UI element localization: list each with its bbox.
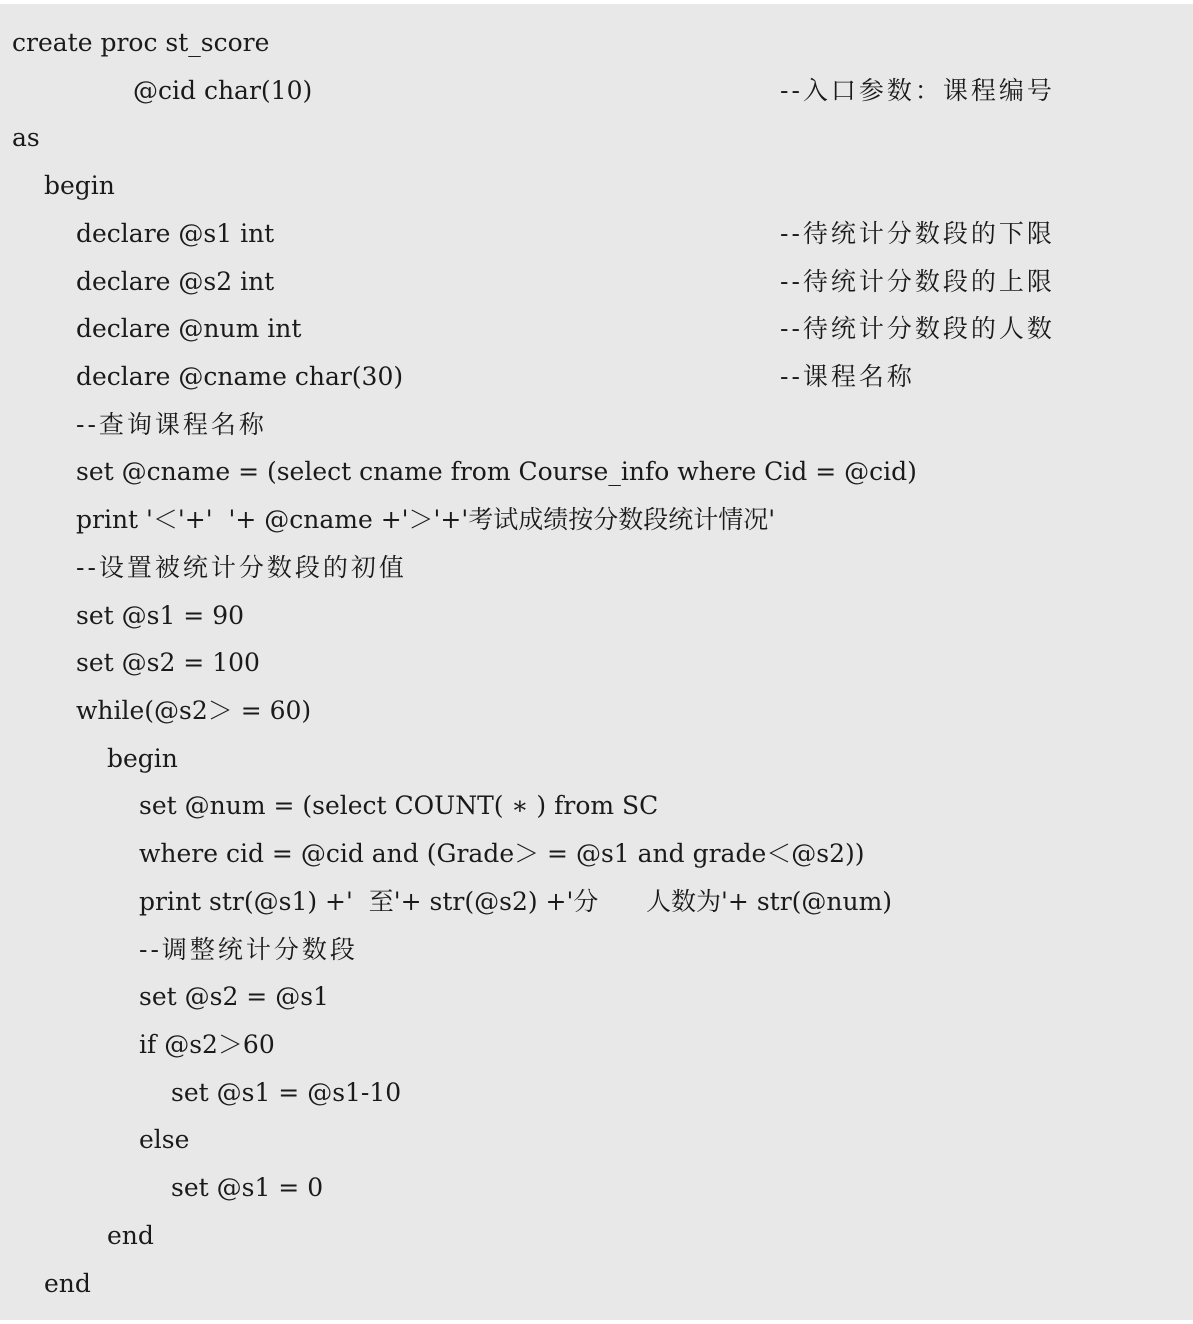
code-line: [0, 210, 1193, 258]
code-line: [0, 782, 1193, 830]
code-line: [0, 1021, 1193, 1069]
code-line: [0, 1069, 1193, 1117]
code-line-text: set @s1 = 90: [76, 601, 245, 630]
code-line: [0, 639, 1193, 687]
code-line: [0, 973, 1193, 1021]
code-line-text: declare @s1 int: [76, 219, 275, 248]
code-line-text: @cid char(10): [133, 76, 313, 105]
code-line: [0, 353, 1193, 401]
code-line-text: --调整统计分数段: [139, 935, 358, 964]
code-line-text: print str(@s1) +' 至'+ str(@s2) +'分 人数为'+ str(@num): [139, 887, 893, 916]
code-line: [0, 19, 1193, 67]
code-line-text: set @s1 = @s1-10: [171, 1078, 402, 1107]
code-line: [0, 496, 1193, 544]
code-line: [0, 735, 1193, 783]
code-line: [0, 448, 1193, 496]
code-line: [0, 878, 1193, 926]
code-line-text: if @s2＞60: [139, 1030, 275, 1059]
code-comment: --入口参数：课程编号: [780, 76, 1055, 105]
code-line: [0, 258, 1193, 306]
code-line-text: where cid = @cid and (Grade＞ = @s1 and grade＜@s2)): [139, 839, 865, 868]
code-line: [0, 114, 1193, 162]
code-line: [0, 830, 1193, 878]
code-line: [0, 67, 1193, 115]
code-line-text: set @num = (select COUNT( ∗ ) from SC: [139, 791, 659, 820]
code-line-text: declare @cname char(30): [76, 362, 404, 391]
code-line: [0, 401, 1193, 449]
code-line-text: begin: [44, 171, 115, 200]
code-comment: --待统计分数段的下限: [780, 219, 1055, 248]
code-line-text: set @s1 = 0: [171, 1173, 324, 1202]
code-comment: --课程名称: [780, 362, 915, 391]
code-line-text: --查询课程名称: [76, 410, 267, 439]
code-line-text: as: [12, 123, 40, 152]
code-line: [0, 162, 1193, 210]
code-line: [0, 544, 1193, 592]
code-line-text: end: [44, 1269, 91, 1298]
code-comment: --待统计分数段的人数: [780, 314, 1055, 343]
code-line: [0, 305, 1193, 353]
code-line-text: else: [139, 1125, 190, 1154]
code-line-text: declare @s2 int: [76, 267, 275, 296]
code-line-text: end: [107, 1221, 154, 1250]
code-line-text: create proc st_score: [12, 28, 270, 57]
code-line: [0, 1116, 1193, 1164]
code-line-text: set @s2 = @s1: [139, 982, 329, 1011]
code-listing: [0, 4, 1193, 1320]
code-line-text: set @s2 = 100: [76, 648, 260, 677]
code-line-text: while(@s2＞ = 60): [76, 696, 312, 725]
code-line: [0, 592, 1193, 640]
code-line: [0, 687, 1193, 735]
code-line: [0, 1212, 1193, 1260]
code-line-text: declare @num int: [76, 314, 302, 343]
code-line-text: begin: [107, 744, 178, 773]
code-line: [0, 1164, 1193, 1212]
code-line-text: set @cname = (select cname from Course_info where Cid = @cid): [76, 457, 917, 486]
code-line: [0, 1260, 1193, 1308]
code-line-text: print '＜'+' '+ @cname +'＞'+'考试成绩按分数段统计情况': [76, 505, 776, 534]
code-comment: --待统计分数段的上限: [780, 267, 1055, 296]
code-line: [0, 926, 1193, 974]
code-line-text: --设置被统计分数段的初值: [76, 553, 407, 582]
